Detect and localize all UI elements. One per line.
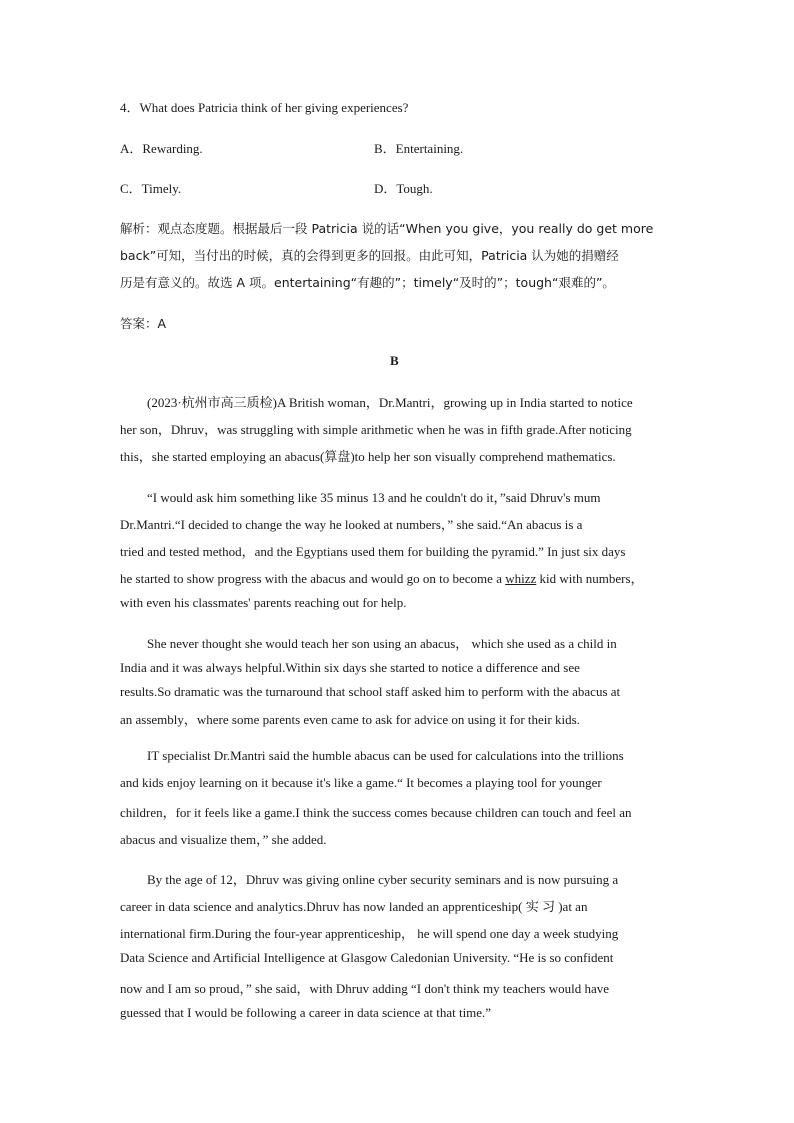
option-b: B．Entertaining. [374, 141, 464, 156]
paragraph-line: and kids enjoy learning on it because it's like a game.“ It becomes a playing tool for younger [120, 775, 602, 790]
paragraph-line: guessed that I would be following a career in data science at that time.” [120, 1005, 492, 1020]
paragraph-line: She never thought she would teach her son using an abacus， which she used as a child in [147, 636, 617, 651]
paragraph-line: an assembly，where some parents even came to ask for advice on using it for their kids. [120, 712, 580, 727]
analysis-line: back”可知，当付出的时候，真的会得到更多的回报。由此可知，Patricia 认为她的捐赠经 [120, 248, 619, 263]
question-stem: 4．What does Patricia think of her giving experiences? [120, 100, 409, 115]
underlined-word: whizz [505, 571, 537, 586]
paragraph-line: this，she started employing an abacus(算盘)to help her son visually comprehend mathematics. [120, 449, 616, 464]
paragraph-line: children，for it feels like a game.I think the success comes because children can touch and feel an [120, 805, 632, 820]
paragraph-line: career in data science and analytics.Dhruv has now landed an apprenticeship( 实 习 )at an [120, 899, 588, 914]
paragraph-line: India and it was always helpful.Within six days she started to notice a difference and see [120, 660, 580, 675]
option-c: C．Timely. [120, 181, 182, 196]
paragraph-line: “I would ask him something like 35 minus 13 and he couldn't do it，”said Dhruv's mum [147, 490, 601, 505]
text-segment: he started to show progress with the abacus and would go on to become a [120, 571, 506, 586]
paragraph-line [120, 568, 644, 587]
paragraph-line: abacus and visualize them，” she added. [120, 832, 327, 847]
paragraph-line: Data Science and Artificial Intelligence at Glasgow Caledonian University. “He is so confident [120, 950, 614, 965]
paragraph-line: (2023·杭州市高三质检)A British woman，Dr.Mantri，growing up in India started to notice [147, 395, 633, 410]
paragraph-line: IT specialist Dr.Mantri said the humble abacus can be used for calculations into the trillions [147, 748, 624, 763]
analysis-line: 解析：观点态度题。根据最后一段 Patricia 说的话“When you give，you really do get more [120, 221, 654, 236]
option-a: A．Rewarding. [120, 141, 203, 156]
text-segment: kid with numbers， [536, 571, 644, 586]
paragraph-line: Dr.Mantri.“I decided to change the way he looked at numbers，” she said.“An abacus is a [120, 517, 583, 532]
paragraph-line: her son，Dhruv，was struggling with simple arithmetic when he was in fifth grade.After noticing [120, 422, 632, 437]
analysis-line: 历是有意义的。故选 A 项。entertaining“有趣的”；timely“及时的”；tough“艰难的”。 [120, 275, 615, 290]
paragraph-line: tried and tested method，and the Egyptians used them for building the pyramid.” In just six days [120, 544, 626, 559]
paragraph-line: international firm.During the four-year apprenticeship， he will spend one day a week studying [120, 926, 619, 941]
section-title: B [390, 353, 399, 368]
answer-text: 答案：A [120, 316, 167, 331]
option-d: D．Tough. [374, 181, 433, 196]
paragraph-line: By the age of 12，Dhruv was giving online cyber security seminars and is now pursuing a [147, 872, 619, 887]
paragraph-line: results.So dramatic was the turnaround that school staff asked him to perform with the abacus at [120, 684, 621, 699]
paragraph-line: with even his classmates' parents reaching out for help. [120, 595, 407, 610]
paragraph-line: now and I am so proud，” she said，with Dhruv adding “I don't think my teachers would have [120, 981, 610, 996]
